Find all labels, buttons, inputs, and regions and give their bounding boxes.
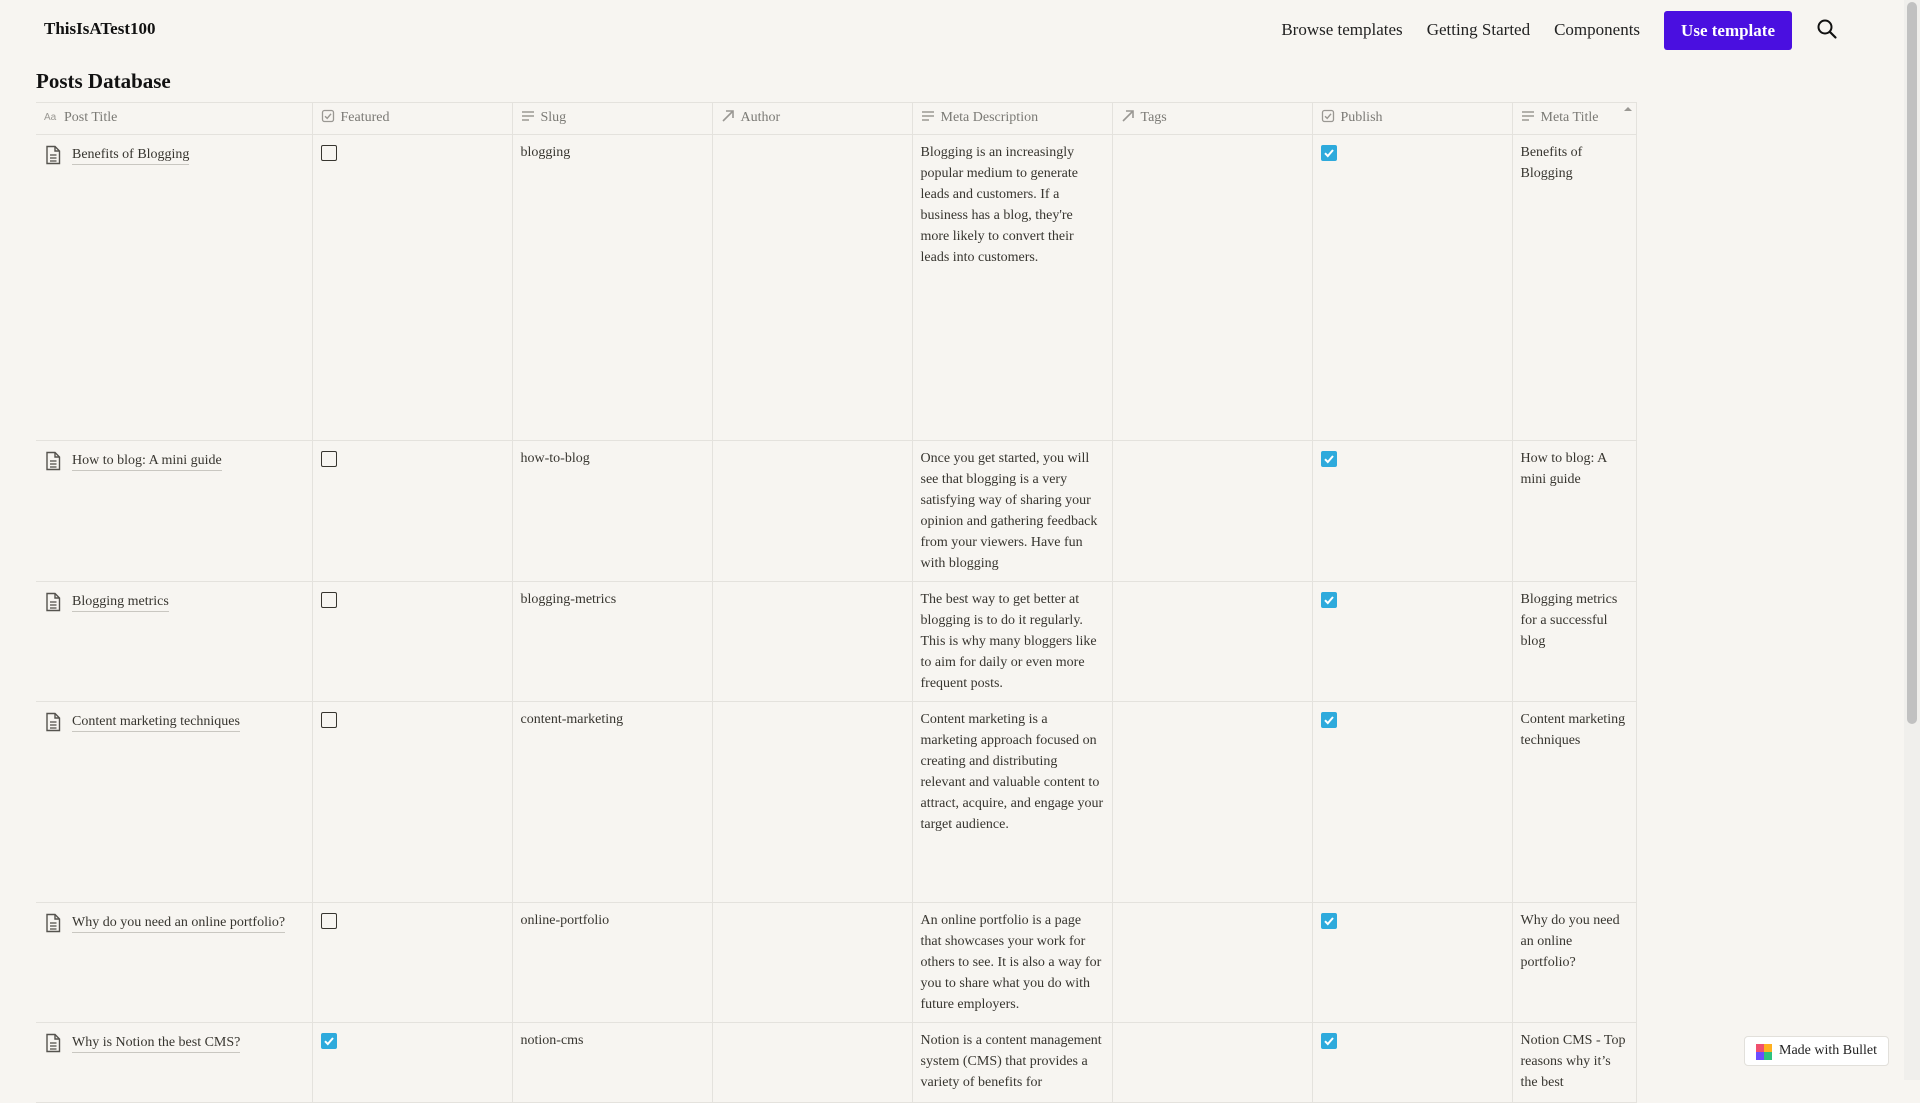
tags-cell[interactable] xyxy=(1112,903,1312,1023)
post-title-text: Benefits of Blogging xyxy=(72,145,189,165)
made-with-bullet-label: Made with Bullet xyxy=(1779,1043,1877,1058)
site-brand[interactable]: ThisIsATest100 xyxy=(44,19,156,38)
tags-cell[interactable] xyxy=(1112,702,1312,903)
posts-database-table xyxy=(36,102,1626,1090)
page-icon xyxy=(44,712,62,732)
nav-links xyxy=(1257,10,1792,50)
post-title-link[interactable] xyxy=(44,913,285,933)
column-header-featured[interactable] xyxy=(312,103,512,135)
page-icon xyxy=(44,145,62,165)
post-title-link[interactable] xyxy=(44,592,169,612)
slug-cell-text: notion-cms xyxy=(520,1033,584,1048)
slug-cell[interactable] xyxy=(512,135,712,441)
text-aa-icon xyxy=(44,109,58,123)
meta-title-cell-text: Notion CMS - Top reasons why it’s the best xyxy=(1520,1033,1626,1090)
tags-cell[interactable] xyxy=(1112,582,1312,702)
author-cell[interactable] xyxy=(712,1023,912,1103)
table-row[interactable] xyxy=(36,1023,1636,1103)
tags-cell[interactable] xyxy=(1112,135,1312,441)
publish-cell xyxy=(1312,1023,1512,1103)
column-header-label: Post Title xyxy=(64,110,118,125)
featured-cell xyxy=(312,903,512,1023)
post-title-cell xyxy=(36,1023,312,1103)
column-header-author[interactable] xyxy=(712,103,912,135)
post-title-link[interactable] xyxy=(44,451,222,471)
lines-icon xyxy=(521,109,535,123)
relation-arrow-icon xyxy=(1121,109,1135,123)
page-icon xyxy=(44,913,62,933)
author-cell[interactable] xyxy=(712,582,912,702)
meta-description-cell[interactable] xyxy=(912,702,1112,903)
relation-arrow-icon xyxy=(721,109,735,123)
featured-cell xyxy=(312,582,512,702)
meta-title-cell[interactable] xyxy=(1512,702,1636,903)
meta-description-cell-text: Content marketing is a marketing approach focused on creating and distributing relevant and valuable content to attract, acquire, and engage your target audience. xyxy=(920,712,1104,832)
meta-description-cell[interactable] xyxy=(912,135,1112,441)
use-template-button[interactable]: Use template xyxy=(1664,11,1792,50)
featured-cell xyxy=(312,1023,512,1103)
page-scrollbar[interactable] xyxy=(1904,0,1920,1080)
meta-title-cell[interactable] xyxy=(1512,903,1636,1023)
post-title-link[interactable] xyxy=(44,145,189,165)
slug-cell[interactable] xyxy=(512,1023,712,1103)
column-header-slug[interactable] xyxy=(512,103,712,135)
meta-title-cell-text: How to blog: A mini guide xyxy=(1520,451,1607,487)
page-icon xyxy=(44,1033,62,1053)
slug-cell-text: content-marketing xyxy=(520,712,624,727)
featured-checkbox[interactable] xyxy=(321,592,337,608)
scrollbar-thumb[interactable] xyxy=(1907,2,1917,724)
slug-cell[interactable] xyxy=(512,441,712,582)
publish-checkbox[interactable] xyxy=(1321,712,1337,728)
publish-checkbox[interactable] xyxy=(1321,913,1337,929)
lines-icon xyxy=(921,109,935,123)
lines-icon xyxy=(1521,109,1535,123)
page-icon xyxy=(44,592,62,612)
meta-description-cell-text: Once you get started, you will see that blogging is a very satisfying way of sharing your opinion and gathering feedback from your viewers. Have fun with blogging xyxy=(920,451,1098,571)
author-cell[interactable] xyxy=(712,135,912,441)
page-icon xyxy=(44,451,62,471)
column-header-tags[interactable] xyxy=(1112,103,1312,135)
publish-cell xyxy=(1312,702,1512,903)
post-title-cell xyxy=(36,582,312,702)
publish-cell xyxy=(1312,903,1512,1023)
meta-description-cell-text: Blogging is an increasingly popular medium to generate leads and customers. If a business has a blog, they're more likely to convert their leads into customers. xyxy=(920,145,1078,265)
post-title-cell xyxy=(36,702,312,903)
post-title-text: Why do you need an online portfolio? xyxy=(72,913,285,933)
featured-checkbox[interactable] xyxy=(321,451,337,467)
slug-cell-text: blogging-metrics xyxy=(520,592,617,607)
checkbox-icon xyxy=(1321,109,1335,123)
slug-cell[interactable] xyxy=(512,903,712,1023)
slug-cell-text: blogging xyxy=(520,145,571,160)
table-header-row xyxy=(36,103,1636,135)
publish-checkbox[interactable] xyxy=(1321,145,1337,161)
meta-description-cell[interactable] xyxy=(912,1023,1112,1103)
page-title: Posts Database xyxy=(36,69,171,93)
slug-cell-text: online-portfolio xyxy=(520,913,610,928)
meta-title-cell[interactable] xyxy=(1512,582,1636,702)
column-header-meta-title[interactable] xyxy=(1512,103,1636,135)
meta-title-cell[interactable] xyxy=(1512,1023,1636,1103)
meta-title-cell-text: Content marketing techniques xyxy=(1520,712,1626,748)
table-row[interactable] xyxy=(36,135,1636,441)
post-title-cell xyxy=(36,441,312,582)
checkbox-icon xyxy=(321,109,335,123)
meta-description-cell-text: The best way to get better at blogging is to do it regularly. This is why many bloggers like to aim for daily or even more frequent posts. xyxy=(920,592,1097,691)
column-header-label: Meta Description xyxy=(940,110,1039,125)
top-navigation-bar xyxy=(0,0,1904,60)
table-scroll-up-arrow-icon[interactable] xyxy=(1621,102,1635,122)
publish-checkbox[interactable] xyxy=(1321,451,1337,467)
column-header-meta-description[interactable] xyxy=(912,103,1112,135)
meta-title-cell[interactable] xyxy=(1512,135,1636,441)
column-header-publish[interactable] xyxy=(1312,103,1512,135)
column-header-label: Publish xyxy=(1340,110,1383,125)
tags-cell[interactable] xyxy=(1112,1023,1312,1103)
svg-text:Aa: Aa xyxy=(44,112,57,123)
slug-cell[interactable] xyxy=(512,702,712,903)
meta-description-cell[interactable] xyxy=(912,582,1112,702)
post-title-text: Blogging metrics xyxy=(72,592,169,612)
column-header-label: Meta Title xyxy=(1540,110,1599,125)
meta-description-cell-text: Notion is a content management system (CMS) that provides a variety of benefits for xyxy=(920,1033,1102,1090)
author-cell[interactable] xyxy=(712,441,912,582)
author-cell[interactable] xyxy=(712,702,912,903)
meta-title-cell[interactable] xyxy=(1512,441,1636,582)
post-title-text: Content marketing techniques xyxy=(72,712,240,732)
meta-title-cell-text: Benefits of Blogging xyxy=(1520,145,1583,181)
publish-cell xyxy=(1312,582,1512,702)
table-row[interactable] xyxy=(36,582,1636,702)
table-row[interactable] xyxy=(36,702,1636,903)
featured-checkbox[interactable] xyxy=(321,712,337,728)
bullet-logo-icon xyxy=(1756,1044,1772,1060)
search-icon[interactable] xyxy=(1816,18,1838,40)
featured-checkbox[interactable] xyxy=(321,913,337,929)
meta-description-cell[interactable] xyxy=(912,441,1112,582)
table-body xyxy=(36,135,1636,1103)
publish-cell xyxy=(1312,135,1512,441)
post-title-link[interactable] xyxy=(44,712,240,732)
meta-title-cell-text: Why do you need an online portfolio? xyxy=(1520,913,1620,970)
author-cell[interactable] xyxy=(712,903,912,1023)
meta-title-cell-text: Blogging metrics for a successful blog xyxy=(1520,592,1618,649)
post-title-cell xyxy=(36,903,312,1023)
featured-cell xyxy=(312,135,512,441)
column-header-label: Featured xyxy=(340,110,390,125)
table-row[interactable] xyxy=(36,903,1636,1023)
column-header-post-title[interactable] xyxy=(36,103,312,135)
meta-description-cell[interactable] xyxy=(912,903,1112,1023)
post-title-link[interactable] xyxy=(44,1033,240,1053)
post-title-cell xyxy=(36,135,312,441)
column-header-label: Tags xyxy=(1140,110,1167,125)
tags-cell[interactable] xyxy=(1112,441,1312,582)
featured-cell xyxy=(312,702,512,903)
nav-getting-started[interactable]: Getting Started xyxy=(1426,20,1531,39)
column-header-label: Slug xyxy=(540,110,567,125)
publish-checkbox[interactable] xyxy=(1321,592,1337,608)
featured-cell xyxy=(312,441,512,582)
publish-checkbox[interactable] xyxy=(1321,1033,1337,1049)
featured-checkbox[interactable] xyxy=(321,1033,337,1049)
nav-components[interactable]: Components xyxy=(1554,20,1641,39)
column-header-label: Author xyxy=(740,110,781,125)
table-row[interactable] xyxy=(36,441,1636,582)
slug-cell-text: how-to-blog xyxy=(520,451,590,466)
made-with-bullet-badge[interactable] xyxy=(1744,1036,1889,1066)
meta-description-cell-text: An online portfolio is a page that showcases your work for others to see. It is also a way for you to share what you do with future employers. xyxy=(920,913,1102,1012)
slug-cell[interactable] xyxy=(512,582,712,702)
nav-browse-templates[interactable]: Browse templates xyxy=(1281,20,1403,39)
featured-checkbox[interactable] xyxy=(321,145,337,161)
post-title-text: Why is Notion the best CMS? xyxy=(72,1033,240,1053)
publish-cell xyxy=(1312,441,1512,582)
post-title-text: How to blog: A mini guide xyxy=(72,451,222,471)
